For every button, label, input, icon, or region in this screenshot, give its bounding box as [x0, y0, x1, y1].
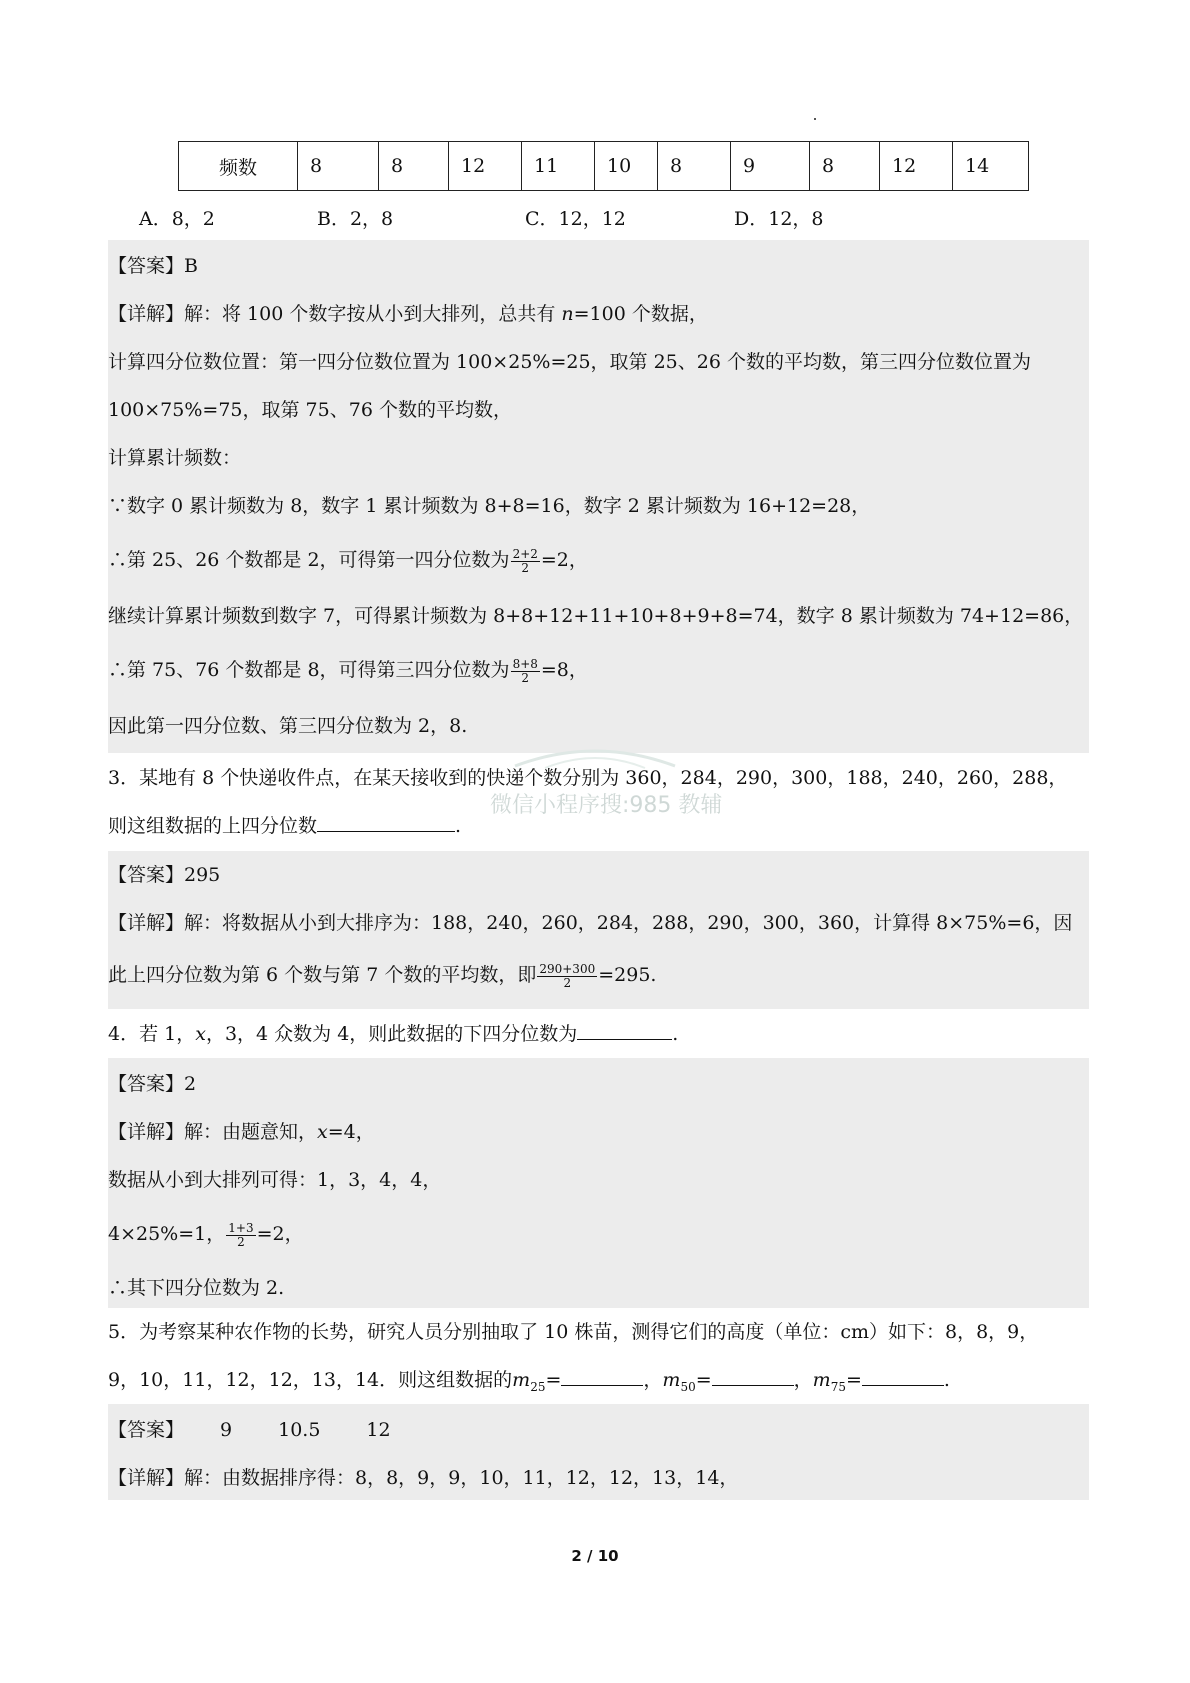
answer-line: 【答案】B — [108, 255, 198, 277]
detail-line: 计算累计频数： — [108, 447, 242, 469]
detail-line: 因此第一四分位数、第三四分位数为 2，8. — [108, 715, 468, 737]
detail-line: 【详解】解：将 100 个数字按从小到大排列，总共有 n=100 个数据， — [108, 303, 708, 325]
watermark-text: 微信小程序搜:985 教辅 — [490, 793, 723, 818]
detail-line: 继续计算累计频数到数字 7，可得累计频数为 8+8+12+11+10+8+9+8=74，数字 8 累计频数为 74+12=86， — [108, 605, 1084, 627]
answer-blank — [862, 1367, 944, 1386]
detail-line: 【详解】解：将数据从小到大排序为：188，240，260，284，288，290，300，360，计算得 8×75%=6，因 — [108, 912, 1073, 934]
fraction: $\frac{1+3}{2}$ — [228, 1220, 254, 1249]
choice-a: A．8，2 — [139, 208, 215, 230]
answer-blank — [712, 1367, 794, 1386]
detail-line: 【详解】解：由题意知，x=4， — [108, 1121, 375, 1143]
stray-dot — [814, 118, 816, 120]
table-cell: 8 — [379, 142, 449, 191]
detail-line: 4×25%=1， $\frac{1+3}{2}$ =2， — [108, 1220, 304, 1249]
table-cell: 14 — [953, 142, 1029, 191]
q4-solution-block — [108, 1058, 1089, 1308]
fraction: $\frac{2+2}{2}$ — [512, 546, 538, 575]
q3-solution-block — [108, 851, 1089, 1009]
table-cell: 12 — [449, 142, 522, 191]
question-3-line: 3．某地有 8 个快递收件点，在某天接收到的快递个数分别为 360，284，290，300，188，240，260，288， — [108, 767, 1068, 789]
table-cell: 11 — [522, 142, 595, 191]
answer-blank — [561, 1367, 643, 1386]
choice-c: C．12，12 — [525, 208, 626, 230]
answer-blank — [577, 1021, 672, 1040]
table-cell: 12 — [880, 142, 953, 191]
table-cell: 8 — [810, 142, 880, 191]
table-cell: 10 — [595, 142, 658, 191]
q2-solution-block — [108, 240, 1089, 753]
detail-line: ∴第 75、76 个数都是 8，可得第三四分位数为 $\frac{8+8}{2}$ =8， — [108, 656, 588, 685]
answer-blank — [317, 813, 455, 832]
watermark-logo-icon — [505, 742, 685, 770]
table-header-cell: 频数 — [179, 142, 298, 191]
table-cell: 8 — [658, 142, 731, 191]
table-cell: 8 — [298, 142, 379, 191]
detail-line: 计算四分位数位置：第一四分位数位置为 100×25%=25，取第 25、26 个数的平均数，第三四分位数位置为 — [108, 351, 1031, 373]
detail-line: ∵数字 0 累计频数为 8，数字 1 累计频数为 8+8=16，数字 2 累计频数为 16+12=28， — [108, 495, 871, 517]
q5-solution-block — [108, 1404, 1089, 1500]
answer-line: 【答案】2 — [108, 1073, 197, 1095]
question-4-line: 4．若 1，x，3，4 众数为 4，则此数据的下四分位数为 . — [108, 1023, 679, 1045]
choice-b: B．2，8 — [317, 208, 394, 230]
page-number: 2 / 10 — [571, 1547, 619, 1565]
detail-line: ∴第 25、26 个数都是 2，可得第一四分位数为 $\frac{2+2}{2}$ =2， — [108, 546, 588, 575]
table-row — [179, 142, 1029, 191]
question-3-line: 则这组数据的上四分位数 . — [108, 815, 462, 837]
answer-line: 【答案】295 — [108, 864, 221, 886]
choice-d: D．12，8 — [734, 208, 824, 230]
detail-line: 数据从小到大排列可得：1，3，4，4， — [108, 1169, 442, 1191]
question-5-line: 9，10，11，12，12，13，14．则这组数据的$m_{25}=$ ，$m_{50}=$ ，$m_{75}=$ . — [108, 1369, 950, 1394]
frequency-table — [178, 141, 1029, 191]
table-cell: 9 — [731, 142, 810, 191]
question-5-line: 5．为考察某种农作物的长势，研究人员分别抽取了 10 株苗，测得它们的高度（单位：cm）如下：8，8，9， — [108, 1321, 1039, 1343]
fraction: $\frac{290+300}{2}$ — [539, 961, 596, 990]
answer-choices — [0, 204, 1190, 232]
fraction: $\frac{8+8}{2}$ — [512, 656, 538, 685]
detail-line: 此上四分位数为第 6 个数与第 7 个数的平均数，即 $\frac{290+300}{2}$ =295. — [108, 961, 657, 990]
detail-line: 100×75%=75，取第 75、76 个数的平均数， — [108, 399, 512, 421]
answer-line: 【答案】 9 10.5 12 — [108, 1419, 391, 1441]
detail-line: 【详解】解：由数据排序得：8，8，9，9，10，11，12，12，13，14， — [108, 1467, 739, 1489]
detail-line: ∴其下四分位数为 2. — [108, 1277, 285, 1299]
